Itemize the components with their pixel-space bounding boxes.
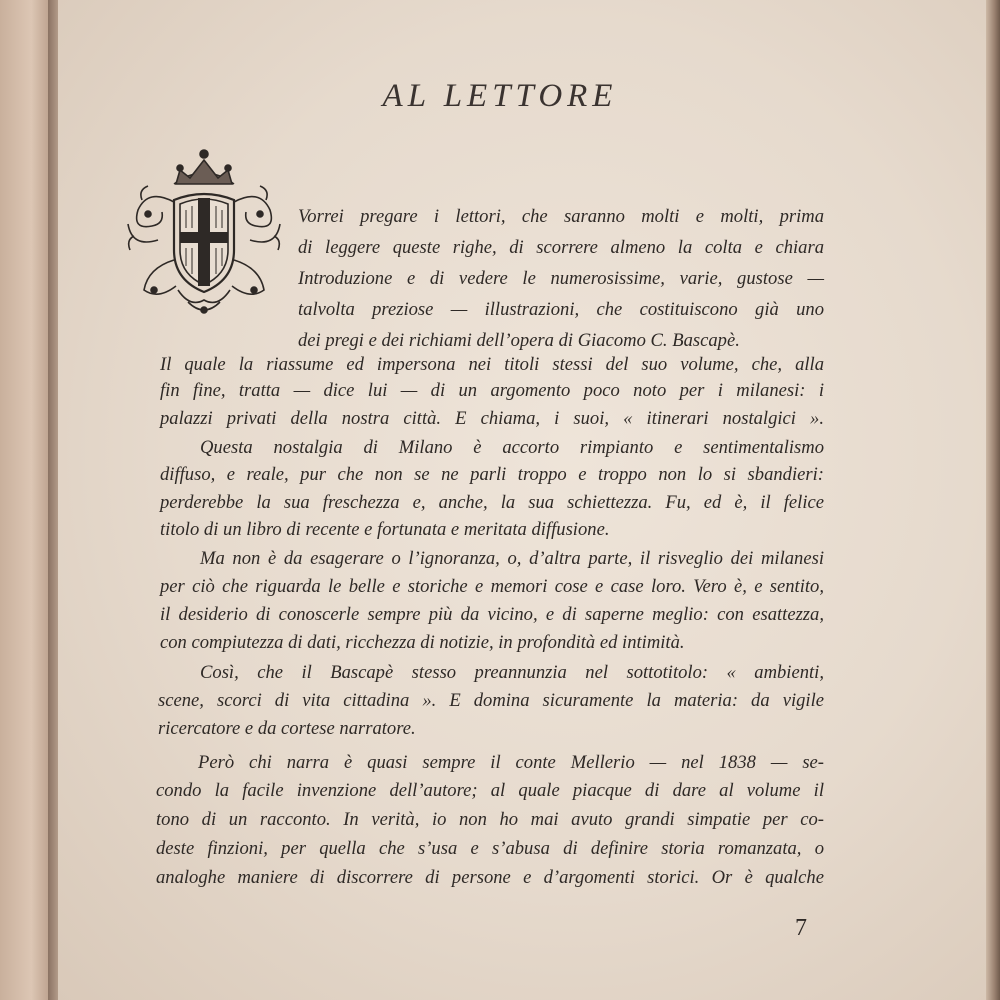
- text-line: con compiutezza di dati, ricchezza di notizie, in profondità ed intimità.: [160, 632, 685, 653]
- chapter-heading: AL LETTORE: [382, 78, 618, 114]
- text-line: Introduzione e di vedere le numerosissime, varie, gustose —: [298, 268, 824, 289]
- text-line: tono di un racconto. In verità, io non ho mai avuto grandi simpatie per co-: [156, 809, 824, 830]
- page-number: 7: [795, 915, 807, 941]
- text-line: Il quale la riassume ed impersona nei titoli stessi del suo volume, che, alla: [160, 354, 824, 375]
- text-line: di leggere queste righe, di scorrere almeno la colta e chiara: [298, 237, 824, 258]
- text-line: dei pregi e dei richiami dell’opera di Giacomo C. Bascapè.: [298, 330, 740, 351]
- text-line: Però chi narra è quasi sempre il conte Mellerio — nel 1838 — se-: [198, 752, 824, 773]
- text-line: scene, scorci di vita cittadina ». E domina sicuramente la materia: da vigile: [158, 690, 824, 711]
- text-line: deste finzioni, per quella che s’usa e s’abusa di definire storia romanzata, o: [156, 838, 824, 859]
- text-line: perderebbe la sua freschezza e, anche, la sua schiettezza. Fu, ed è, il felice: [160, 492, 824, 513]
- text-line: condo la facile invenzione dell’autore; al quale piacque di dare al volume il: [156, 780, 824, 801]
- text-line: il desiderio di conoscerle sempre più da vicino, e di saperne meglio: con esattezza,: [160, 604, 824, 625]
- text-line: Vorrei pregare i lettori, che saranno molti e molti, prima: [298, 206, 824, 227]
- milan-coat-of-arms-icon: [118, 140, 290, 322]
- text-line: palazzi privati della nostra città. E chiama, i suoi, « itinerari nostalgici ».: [160, 408, 824, 429]
- text-line: Così, che il Bascapè stesso preannunzia nel sottotitolo: « ambienti,: [200, 662, 824, 683]
- text-line: diffuso, e reale, pur che non se ne parli troppo e troppo non lo si sbandieri:: [160, 464, 824, 485]
- text-line: talvolta preziose — illustrazioni, che costituiscono già uno: [298, 299, 824, 320]
- text-line: titolo di un libro di recente e fortunata e meritata diffusione.: [160, 519, 610, 540]
- text-line: per ciò che riguarda le belle e storiche e memori cose e case loro. Vero è, e sentito,: [160, 576, 824, 597]
- left-page-edge: [0, 0, 52, 1000]
- text-line: Questa nostalgia di Milano è accorto rimpianto e sentimentalismo: [200, 437, 824, 458]
- text-line: ricercatore e da cortese narratore.: [158, 718, 416, 739]
- text-line: analoghe maniere di discorrere di persone e d’argomenti storici. Or è qualche: [156, 867, 824, 888]
- page-right-edge: [986, 0, 1000, 1000]
- text-line: fin fine, tratta — dice lui — di un argomento poco noto per i milanesi: i: [160, 380, 824, 401]
- text-line: Ma non è da esagerare o l’ignoranza, o, d’altra parte, il risveglio dei milanesi: [200, 548, 824, 569]
